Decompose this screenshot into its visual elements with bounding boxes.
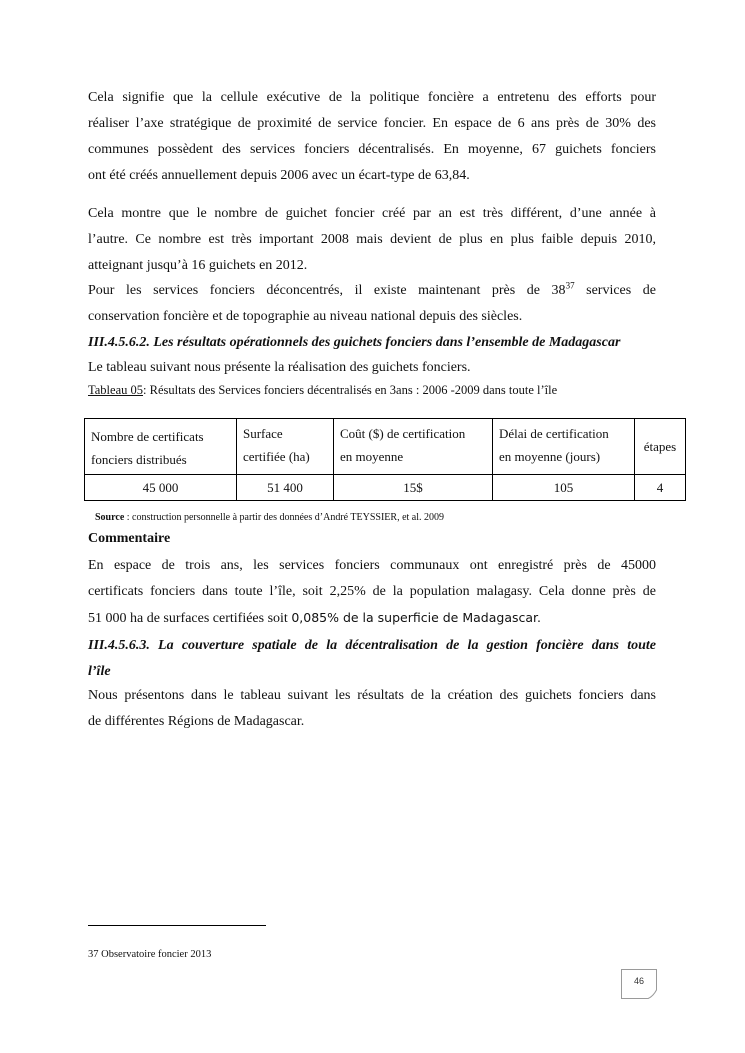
header-line: Surface (243, 426, 283, 441)
text-line: conservation foncière et de topographie au niveau national depuis des siècles. (88, 309, 523, 324)
table-source (95, 512, 444, 523)
table-caption (88, 383, 557, 398)
header-cell (334, 419, 493, 475)
section-heading-operational-results: III.4.5.6.2. Les résultats opérationnels des guichets fonciers dans l’ensemble de Madagascar (88, 335, 621, 350)
table-intro: Le tableau suivant nous présente la réalisation des guichets fonciers. (88, 360, 471, 375)
text-line: réaliser l’axe stratégique de proximité de service foncier. En espace de 6 ans près de 30% des (88, 116, 656, 131)
source-text: : construction personnelle à partir des données d’André TEYSSIER, et al. 2009 (124, 512, 445, 523)
text-line: Cela montre que le nombre de guichet foncier créé par an est très différent, d’une année à (88, 206, 656, 221)
table-cell: 45 000 (85, 475, 237, 501)
table-cell: 105 (493, 475, 635, 501)
header-line: fonciers distribués (91, 452, 187, 467)
footnote-ref[interactable]: 37 (565, 280, 575, 291)
header-line: en moyenne (jours) (499, 449, 601, 464)
heading-line: l’île (88, 664, 111, 679)
header-cell (635, 419, 686, 475)
text-line: En espace de trois ans, les services fonciers communaux ont enregistré près de 45000 (88, 558, 656, 573)
header-line: étapes (643, 439, 677, 454)
text-line: Nous présentons dans le tableau suivant les résultats de la création des guichets fonciers dans (88, 688, 656, 703)
header-line: Délai de certification (499, 426, 609, 441)
caption-label: Tableau 05 (88, 383, 144, 397)
header-cell (85, 419, 237, 475)
paragraph-closing (88, 683, 656, 735)
page-curl-icon (647, 989, 657, 999)
table-cell: 15$ (334, 475, 493, 501)
header-line: Coût ($) de certification (340, 426, 466, 441)
header-line: certifiée (ha) (243, 449, 310, 464)
table-row (85, 475, 686, 501)
section-heading-spatial-coverage (88, 633, 656, 685)
text-fragment: 51 000 ha de surfaces certifiées soit (88, 611, 292, 626)
text-fragment: Pour les services fonciers déconcentrés, il existe maintenant près de 38 (88, 283, 566, 298)
page-number-box (621, 969, 657, 999)
text-line: de différentes Régions de Madagascar. (88, 714, 305, 729)
header-line: en moyenne (340, 449, 404, 464)
text-line: l’autre. Ce nombre est très important 2008 mais devient de plus en plus faible depuis 2010, (88, 232, 656, 247)
text-line (88, 278, 656, 304)
text-line: communes possèdent des services fonciers décentralisés. En moyenne, 67 guichets fonciers (88, 142, 656, 157)
header-cell (493, 419, 635, 475)
table-header-row (85, 419, 686, 475)
paragraph-deconcentrated (88, 278, 656, 330)
text-line: Cela signifie que la cellule exécutive de la politique foncière a entretenu des efforts pour (88, 90, 656, 105)
text-line (88, 605, 656, 632)
source-label: Source (95, 512, 125, 523)
results-table (84, 418, 686, 501)
page-number: 46 (633, 976, 644, 986)
header-cell (237, 419, 334, 475)
text-fragment: 0,085% de la superficie de Madagascar. (291, 610, 541, 625)
footnote: 37 Observatoire foncier 2013 (88, 949, 212, 960)
heading-line: III.4.5.6.3. La couverture spatiale de la décentralisation de la gestion foncière dans toute (88, 638, 656, 653)
text-fragment: services de (574, 283, 656, 298)
header-line: Nombre de certificats (91, 429, 204, 444)
table-cell: 4 (635, 475, 686, 501)
text-line: atteignant jusqu’à 16 guichets en 2012. (88, 258, 308, 273)
caption-text: : Résultats des Services fonciers décentralisés en 3ans : 2006 -2009 dans toute l’île (143, 383, 558, 397)
table-cell: 51 400 (237, 475, 334, 501)
comment-title: Commentaire (88, 531, 171, 546)
text-line: ont été créés annuellement depuis 2006 avec un écart-type de 63,84. (88, 168, 470, 183)
text-line: certificats fonciers dans toute l’île, soit 2,25% de la population malagasy. Cela donne près de (88, 584, 656, 599)
paragraph-comment (88, 553, 656, 632)
paragraph-proximity (88, 85, 656, 189)
footnote-separator (88, 925, 266, 926)
paragraph-guichet-count (88, 201, 656, 279)
